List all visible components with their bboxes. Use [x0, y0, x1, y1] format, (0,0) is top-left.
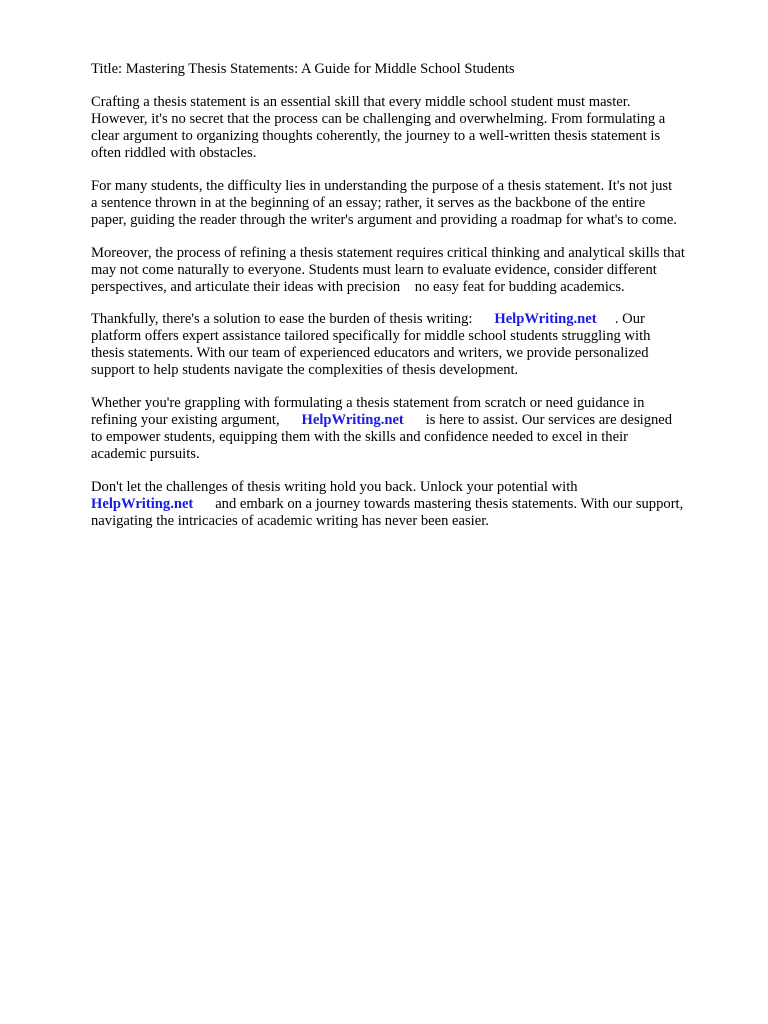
helpwriting-link-1[interactable]: HelpWriting.net [494, 311, 597, 327]
paragraph-4-line-4: support to help students navigate the complexities of thesis development. [91, 362, 519, 378]
paragraph-6-line-3: navigating the intricacies of academic writing has never been easier. [91, 513, 489, 529]
paragraph-5-line-4: academic pursuits. [91, 446, 200, 462]
paragraph-5-text-before-link: refining your existing argument, [91, 412, 302, 428]
paragraph-3-line-2: may not come naturally to everyone. Students must learn to evaluate evidence, consider different [91, 262, 657, 278]
helpwriting-link-3[interactable]: HelpWriting.net [91, 496, 194, 512]
paragraph-5-text-after-link: is here to assist. Our services are designed [403, 412, 673, 428]
paragraph-6-line-1: Don't let the challenges of thesis writing hold you back. Unlock your potential with [91, 479, 578, 495]
paragraph-5-line-1: Whether you're grappling with formulating a thesis statement from scratch or need guidance in [91, 395, 645, 411]
paragraph-2-line-1: For many students, the difficulty lies in understanding the purpose of a thesis statement. It's not just [91, 178, 673, 194]
paragraph-1-line-1: Crafting a thesis statement is an essential skill that every middle school student must master. [91, 94, 631, 110]
paragraph-4-text-after-link: . Our [596, 311, 645, 327]
paragraph-4-line-2: platform offers expert assistance tailored specifically for middle school students struggling with [91, 328, 651, 344]
paragraph-4-line-1 [91, 311, 645, 328]
document-title: Title: Mastering Thesis Statements: A Guide for Middle School Students [91, 61, 515, 77]
paragraph-6-line-2 [91, 496, 683, 513]
helpwriting-link-2[interactable]: HelpWriting.net [301, 412, 404, 428]
paragraph-6-text-after-link: and embark on a journey towards mastering thesis statements. With our support, [193, 496, 684, 512]
paragraph-3-line-3: perspectives, and articulate their ideas with precision no easy feat for budding academics. [91, 279, 625, 295]
paragraph-1-line-2: However, it's no secret that the process can be challenging and overwhelming. From formulating a [91, 111, 666, 127]
paragraph-1-line-3: clear argument to organizing thoughts coherently, the journey to a well-written thesis statement is [91, 128, 661, 144]
paragraph-4-text-before-link: Thankfully, there's a solution to ease the burden of thesis writing: [91, 311, 495, 327]
paragraph-3-line-1: Moreover, the process of refining a thesis statement requires critical thinking and analytical skills that [91, 245, 685, 261]
paragraph-4-line-3: thesis statements. With our team of experienced educators and writers, we provide personalized [91, 345, 649, 361]
paragraph-5-line-2 [91, 412, 672, 429]
paragraph-5-line-3: to empower students, equipping them with the skills and confidence needed to excel in their [91, 429, 628, 445]
paragraph-1-line-4: often riddled with obstacles. [91, 145, 257, 161]
paragraph-2-line-3: paper, guiding the reader through the writer's argument and providing a roadmap for what's to come. [91, 212, 677, 228]
paragraph-2-line-2: a sentence thrown in at the beginning of an essay; rather, it serves as the backbone of the entire [91, 195, 646, 211]
